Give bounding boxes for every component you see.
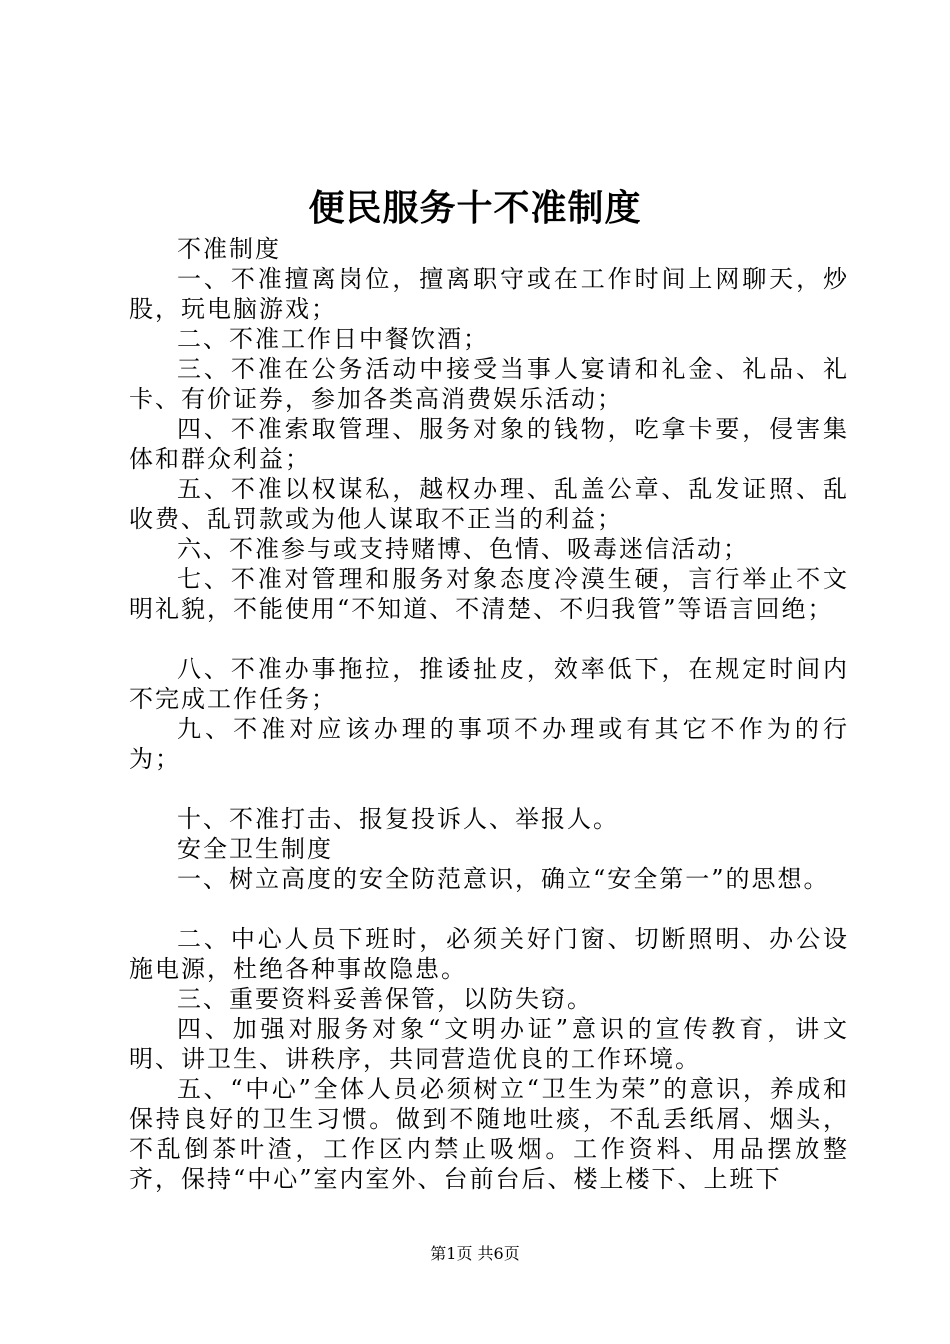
paragraph: 一、不准擅离岗位，擅离职守或在工作时间上网聊天，炒股，玩电脑游戏；	[129, 265, 849, 323]
paragraph: 二、中心人员下班时，必须关好门窗、切断照明、办公设施电源，杜绝各种事故隐患。	[129, 925, 849, 983]
page-number: 第1页 共6页	[430, 1244, 520, 1263]
paragraph: 四、不准索取管理、服务对象的钱物，吃拿卡要，侵害集体和群众利益；	[129, 415, 849, 473]
paragraph: 七、不准对管理和服务对象态度冷漠生硬，言行举止不文明礼貌，不能使用“不知道、不清楚、不归我管”等语言回绝；	[129, 565, 849, 623]
paragraph: 四、加强对服务对象“文明办证”意识的宣传教育，讲文明、讲卫生、讲秩序，共同营造优良的工作环境。	[129, 1015, 849, 1073]
paragraph: 八、不准办事拖拉，推诿扯皮，效率低下，在规定时间内不完成工作任务；	[129, 655, 849, 713]
paragraph: 一、树立高度的安全防范意识，确立“安全第一”的思想。	[177, 865, 830, 893]
section-heading: 安全卫生制度	[177, 835, 333, 863]
paragraph: 十、不准打击、报复投诉人、举报人。	[177, 805, 619, 833]
paragraph: 六、不准参与或支持赌博、色情、吸毒迷信活动；	[177, 535, 749, 563]
paragraph: 二、不准工作日中餐饮酒；	[177, 325, 489, 353]
paragraph: 三、不准在公务活动中接受当事人宴请和礼金、礼品、礼卡、有价证券，参加各类高消费娱乐活动；	[129, 355, 849, 413]
paragraph: 九、不准对应该办理的事项不办理或有其它不作为的行为；	[129, 715, 849, 773]
page-title: 便民服务十不准制度	[308, 187, 642, 229]
paragraph: 五、“中心”全体人员必须树立“卫生为荣”的意识，养成和保持良好的卫生习惯。做到不随地吐痰，不乱丢纸屑、烟头，不乱倒茶叶渣，工作区内禁止吸烟。工作资料、用品摆放整齐，保持“中心”室内室外、台前台后、楼上楼下、上班下	[129, 1075, 849, 1193]
paragraph: 五、不准以权谋私，越权办理、乱盖公章、乱发证照、乱收费、乱罚款或为他人谋取不正当的利益；	[129, 475, 849, 533]
paragraph: 三、重要资料妥善保管，以防失窃。	[177, 985, 593, 1013]
paragraph: 不准制度	[177, 235, 281, 263]
document-body	[129, 234, 849, 1194]
